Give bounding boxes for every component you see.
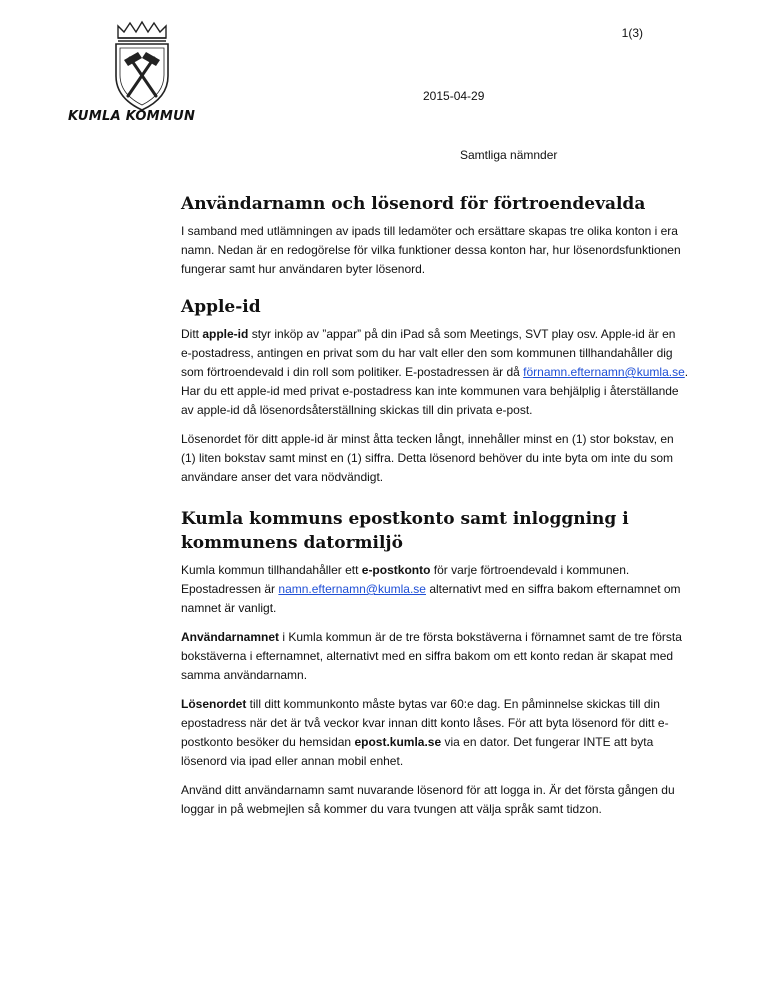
intro-paragraph: I samband med utlämningen av ipads till ledamöter och ersättare skapas tre olika konton i era namn. Nedan är en redogörelse för vilka funktioner dessa konton har, hur lösenordsfunktionen fungerar samt hur användaren byter lösenord. [181,224,681,276]
municipality-logo [66,18,218,124]
email-paragraph-4: Använd ditt användarnamn samt nuvarande lösenord för att logga in. Är det första gången du loggar in på webmejlen så kommer du vara tvungen att välja språk samt tidzon. [181,783,675,816]
recipient: Samtliga nämnder [460,148,558,162]
website-name: epost.kumla.se [354,735,442,749]
section-title-email-account: Kumla kommuns epostkonto samt inloggning i kommunens datormiljö [181,509,629,553]
bold-term: e-postkonto [361,563,431,577]
coat-of-arms-icon [66,18,218,124]
bold-term: Lösenordet [181,697,247,711]
bold-term: Användarnamnet [181,630,280,644]
email-link[interactable]: namn.efternamn@kumla.se [278,582,426,596]
bold-term: apple-id [202,327,249,341]
apple-paragraph-2: Lösenordet för ditt apple-id är minst åtta tecken långt, innehåller minst en (1) stor bokstav, en (1) liten bokstav samt minst en (1) siffra. Detta lösenord behöver du inte byta om inte du som användare anser det vara nödvändigt. [181,432,674,484]
email-paragraph-3: Lösenordet till ditt kommunkonto måste bytas var 60:e dag. En påminnelse skickas till din epostadress när det är två veckor kvar innan ditt konto låses. För att byta lösenord för ditt e-postkonto besöker du hemsidan epost.kumla.se via en dator. Det fungerar INTE att byta lösenord via ipad eller annan mobil enhet. [181,697,669,768]
section-apple-id [181,295,689,487]
email-paragraph-1: Kumla kommun tillhandahåller ett e-postkonto för varje förtroendevald i kommunen. Epostadressen är namn.efternamn@kumla.se alternativt med en siffra bakom efternamnet om namnet är vanligt. [181,563,681,615]
document-body [181,192,689,829]
email-link[interactable]: förnamn.efternamn@kumla.se [523,365,685,379]
section-title-apple-id: Apple-id [181,297,261,317]
section-email-account [181,507,689,819]
email-paragraph-2: Användarnamnet i Kumla kommun är de tre första bokstäverna i förnamnet samt de tre första bokstäverna i efternamnet, alternativt med en siffra bakom om ett konto redan är skapat med samma användarnamn. [181,630,682,682]
page-number: 1(3) [621,26,643,40]
section-title-intro: Användarnamn och lösenord för förtroendevalda [181,194,646,214]
document-date: 2015-04-29 [423,89,485,103]
apple-paragraph-1: Ditt apple-id styr inköp av ”appar” på din iPad så som Meetings, SVT play osv. Apple-id är en e-postadress, antingen en privat som du har valt eller den som kommunen tillhandahåller dig som förtroendevald i din roll som politiker. E-postadressen är då förnamn.efternamn@kumla.se. Har du ett apple-id med privat e-postadress kan inte kommunen vara behjälplig i återställande av apple-id då lösenordsåterställning skickas till din privata e-post. [181,327,689,417]
municipality-name: KUMLA KOMMUN [68,109,196,124]
section-intro [181,192,689,279]
